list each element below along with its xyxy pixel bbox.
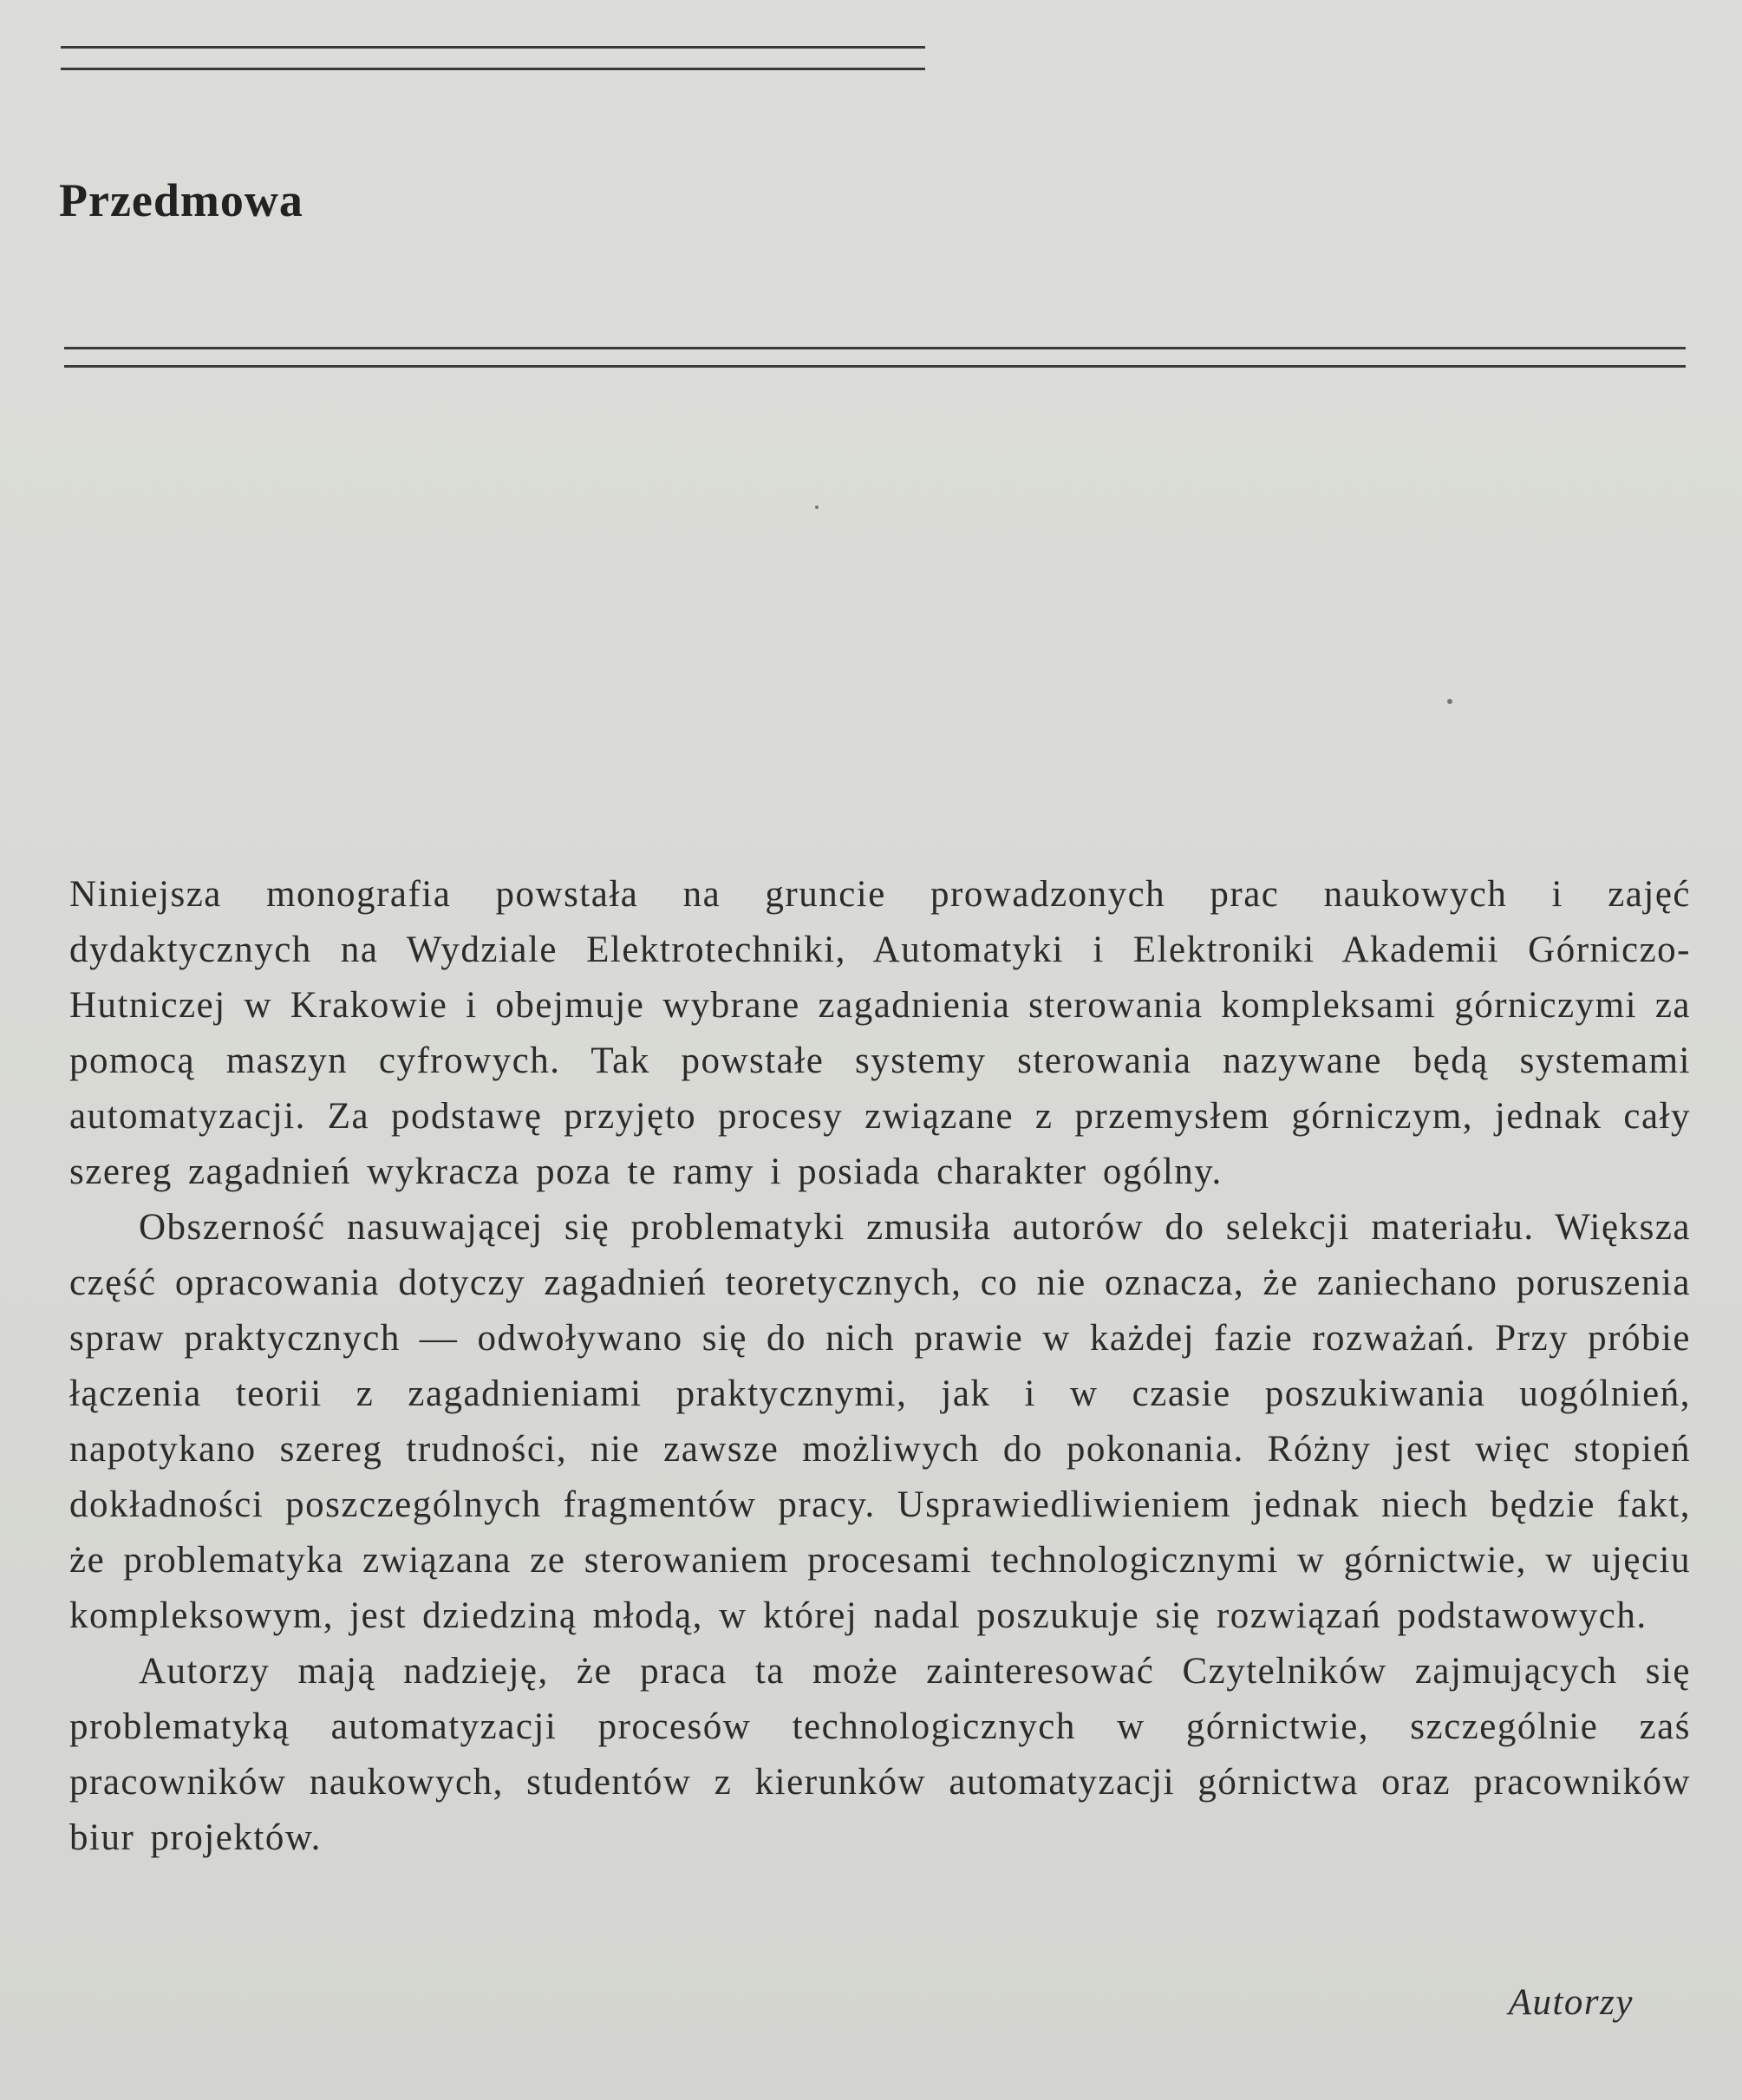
- signature: Autorzy: [1508, 1982, 1634, 2023]
- rule-line: [64, 347, 1686, 349]
- paper-speck: [1447, 699, 1452, 704]
- preface-body: [69, 867, 1691, 1866]
- rule-line: [64, 365, 1686, 368]
- paragraph-1: Niniejsza monografia powstała na gruncie prowadzonych prac naukowych i zajęć dydaktycznych na Wydziale Elektrotechniki, Automatyki i Elektroniki Akademii Górniczo-Hutniczej w Krakowie i obejmuje wybrane zagadnienia sterowania kompleksami górniczymi za pomocą maszyn cyfrowych. Tak powstałe systemy sterowania nazywane będą systemami automatyzacji. Za podstawę przyjęto procesy związane z przemysłem górniczym, jednak cały szereg zagadnień wykracza poza te ramy i posiada charakter ogólny.: [69, 874, 1691, 1192]
- rule-line: [61, 46, 925, 49]
- page-title: Przedmowa: [59, 174, 303, 226]
- paper-speck: [815, 505, 819, 509]
- title-double-rule: [64, 345, 1686, 380]
- paragraph-3: Autorzy mają nadzieję, że praca ta może zainteresować Czytelników zajmujących się problematyką automatyzacji procesów technologicznych w górnictwie, szczególnie zaś pracowników naukowych, studentów z kierunków automatyzacji górnictwa oraz pracowników biur projektów.: [69, 1651, 1691, 1858]
- rule-line: [61, 68, 925, 70]
- paragraph-2: Obszerność nasuwającej się problematyki zmusiła autorów do selekcji materiału. Większa część opracowania dotyczy zagadnień teoretycznych, co nie oznacza, że zaniechano poruszenia spraw praktycznych — odwoływano się do nich prawie w każdej fazie rozważań. Przy próbie łączenia teorii z zagadnieniami praktycznymi, jak i w czasie poszukiwania uogólnień, napotykano szereg trudności, nie zawsze możliwych do pokonania. Różny jest więc stopień dokładności poszczególnych fragmentów pracy. Usprawiedliwieniem jednak niech będzie fakt, że problematyka związana ze sterowaniem procesami technologicznymi w górnictwie, w ujęciu kompleksowym, jest dziedziną młodą, w której nadal poszukuje się rozwiązań podstawowych.: [69, 1207, 1691, 1636]
- top-double-rule: [61, 43, 925, 78]
